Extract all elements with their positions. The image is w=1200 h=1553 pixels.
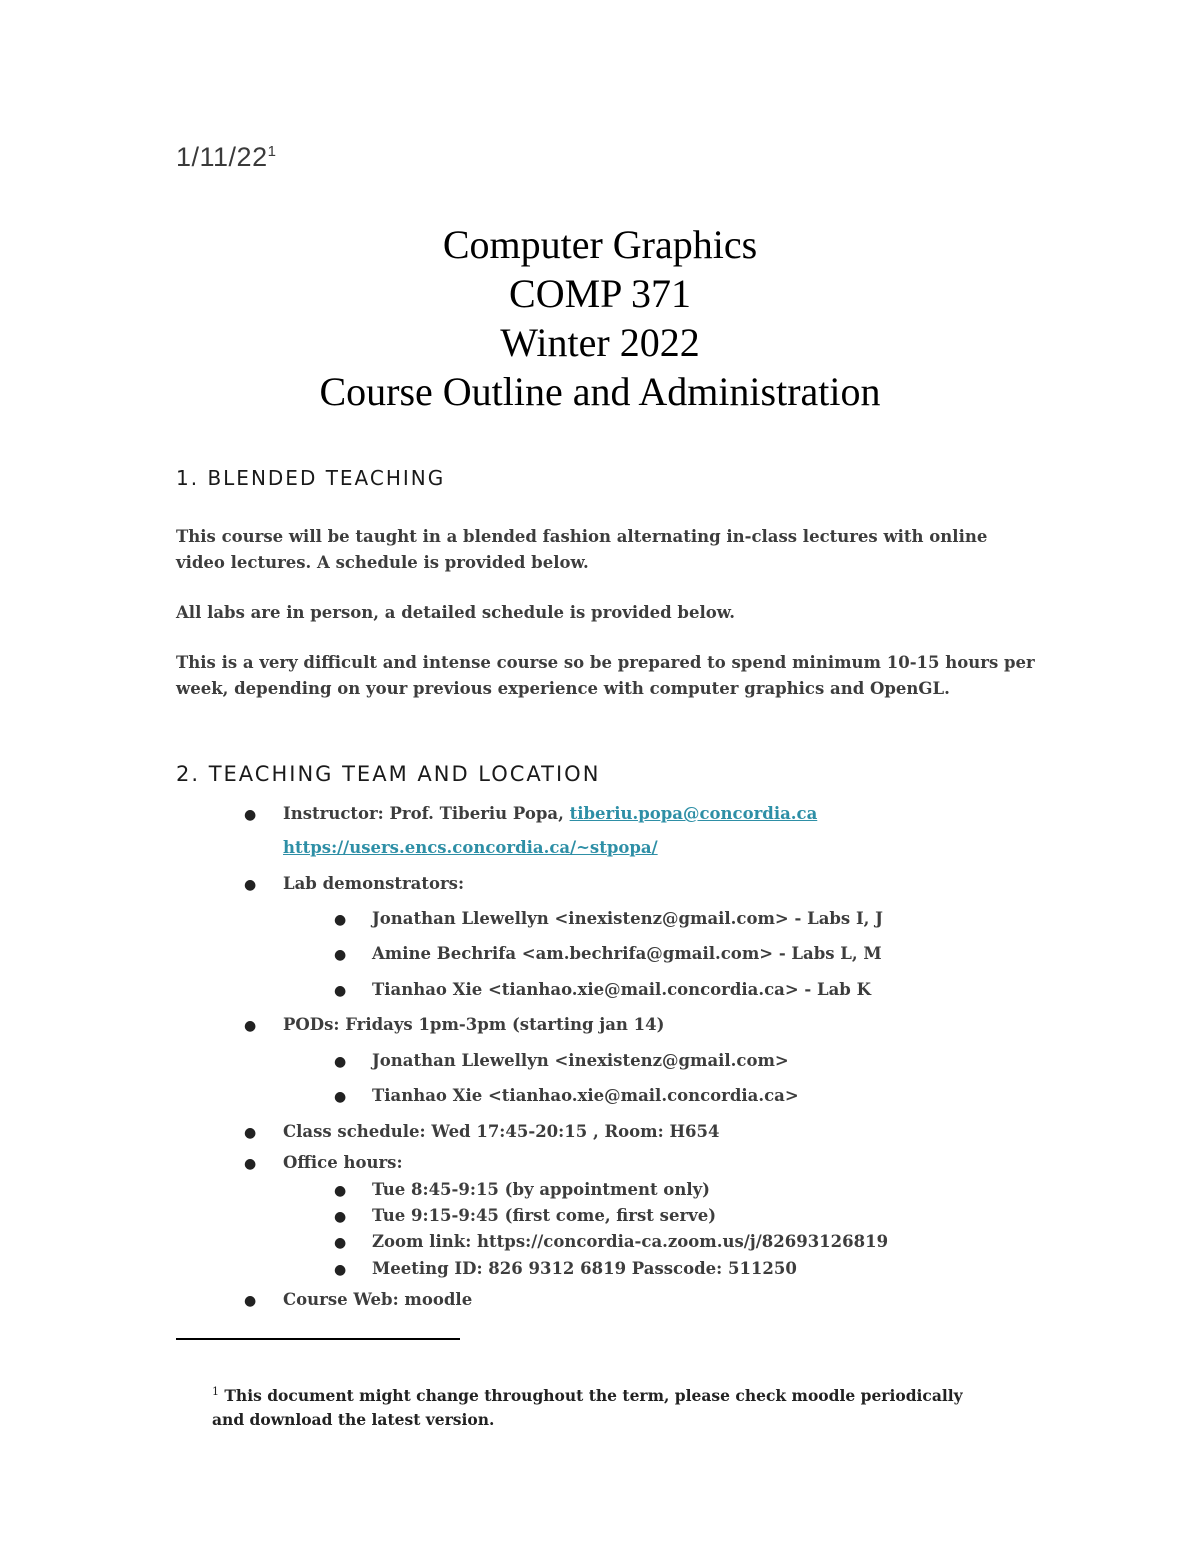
bullet-icon: ● (244, 1156, 257, 1172)
bullet-icon: ● (334, 947, 347, 963)
office-hours-item: Meeting ID: 826 9312 6819 Passcode: 511250 (372, 1259, 797, 1278)
office-hours-item: Tue 8:45-9:15 (by appointment only) (372, 1180, 710, 1199)
paragraph: This is a very difficult and intense course so be prepared to spend minimum 10-15 hours per week, depending on your previous experience with computer graphics and OpenGL. (176, 653, 1035, 698)
bullet-icon: ● (244, 1293, 257, 1309)
bullet-icon: ● (244, 1125, 257, 1141)
footnote (212, 1380, 992, 1432)
lab-demonstrator-item: Amine Bechrifa <am.bechrifa@gmail.com> - Labs L, M (372, 944, 882, 963)
bullet-icon: ● (334, 1054, 347, 1070)
section-heading-teaching-team: 2. TEACHING TEAM AND LOCATION (176, 762, 601, 786)
footnote-mark: 1 (267, 143, 277, 160)
list-item-pods: PODs: Fridays 1pm-3pm (starting jan 14) (283, 1015, 665, 1034)
office-hours-item: Tue 9:15-9:45 (first come, first serve) (372, 1206, 717, 1225)
section-heading-blended-teaching: 1. BLENDED TEACHING (176, 466, 446, 490)
list-item-lab-demonstrators: Lab demonstrators: (283, 874, 465, 893)
list-item-instructor-url (283, 838, 658, 857)
pod-item: Tianhao Xie <tianhao.xie@mail.concordia.ca> (372, 1086, 799, 1105)
bullet-icon: ● (334, 1089, 347, 1105)
bullet-icon: ● (244, 877, 257, 893)
list-item-class-schedule: Class schedule: Wed 17:45-20:15 , Room: H654 (283, 1122, 720, 1141)
footnote-text: This document might change throughout the term, please check moodle periodically and download the latest version. (212, 1386, 963, 1430)
bullet-icon: ● (244, 1018, 257, 1034)
bullet-icon: ● (334, 1183, 347, 1199)
title-line-course-name: Computer Graphics (442, 222, 758, 267)
list-item-course-web: Course Web: moodle (283, 1290, 473, 1309)
lab-demonstrator-item: Jonathan Llewellyn <inexistenz@gmail.com> - Labs I, J (372, 909, 883, 928)
footnote-number: 1 (212, 1385, 219, 1398)
paragraph: All labs are in person, a detailed schedule is provided below. (176, 603, 736, 622)
document-title (0, 220, 1200, 416)
title-line-term: Winter 2022 (500, 320, 700, 365)
paragraph: This course will be taught in a blended fashion alternating in-class lectures with online video lectures. A schedule is provided below. (176, 527, 988, 572)
bullet-icon: ● (244, 807, 257, 823)
lab-demonstrator-item: Tianhao Xie <tianhao.xie@mail.concordia.ca> - Lab K (372, 980, 871, 999)
bullet-icon: ● (334, 983, 347, 999)
instructor-email-link[interactable]: tiberiu.popa@concordia.ca (569, 804, 818, 823)
title-line-course-code: COMP 371 (509, 271, 691, 316)
instructor-website-link[interactable]: https://users.encs.concordia.ca/~stpopa/ (283, 838, 658, 857)
footnote-separator (176, 1338, 460, 1340)
title-line-subtitle: Course Outline and Administration (319, 369, 881, 414)
bullet-icon: ● (334, 1235, 347, 1251)
bullet-icon: ● (334, 912, 347, 928)
list-item-instructor: Instructor: Prof. Tiberiu Popa, tiberiu.popa@concordia.ca (283, 804, 818, 823)
pod-item: Jonathan Llewellyn <inexistenz@gmail.com> (372, 1051, 789, 1070)
list-item-office-hours: Office hours: (283, 1153, 403, 1172)
office-hours-zoom-link[interactable]: Zoom link: https://concordia-ca.zoom.us/j/82693126819 (372, 1232, 889, 1251)
bullet-icon: ● (334, 1262, 347, 1278)
document-date: $1/11/22^1$ (176, 142, 277, 172)
bullet-icon: ● (334, 1209, 347, 1225)
